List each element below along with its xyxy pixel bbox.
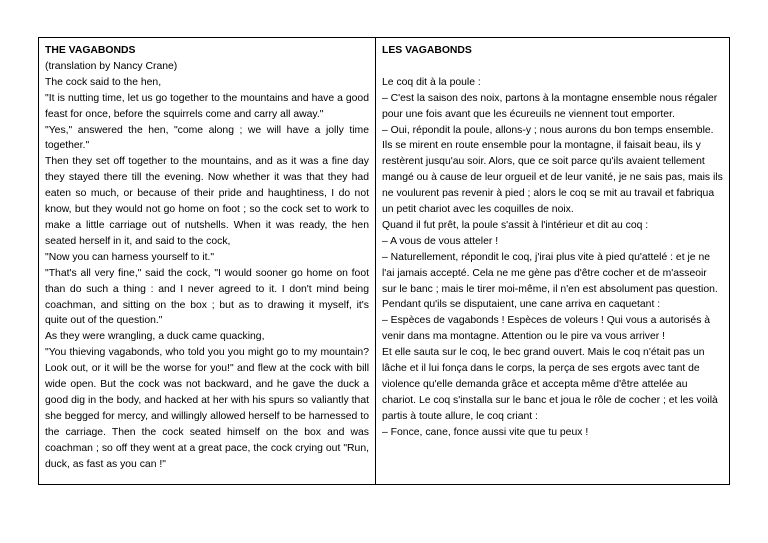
english-subtitle: (translation by Nancy Crane) <box>45 60 178 72</box>
french-paragraph: Ils se mirent en route ensemble pour la montagne, il faisait beau, ils y restèrent jusqu'au soir. Alors, que ce soit parce qu'ils avaient tellement mangé ou à cause de leur orgueil et de leur vanité, je ne sais pas, mais ils ne voulurent pas revenir à pied ; alors le coq se mit au travail et fabriqua un petit chariot avec les coquilles de noix. <box>382 140 723 216</box>
blank-line <box>382 59 723 75</box>
english-paragraph: "That's all very fine," said the cock, "I would sooner go home on foot than do such a thing : and I never agreed to it. I don't mind being coachman, and sitting on the box ; but as to drawing it myself, it's quite out of the question." <box>45 267 369 327</box>
french-paragraph: Et elle sauta sur le coq, le bec grand ouvert. Mais le coq n'était pas un lâche et il lui fonça dans le corps, la perça de ses ergots avec tant de violence qu'elle demanda grâce et accepta même d'être attelée au chariot. Le coq s'installa sur le banc et joua le rôle de cocher ; et les voilà partis à toute allure, le coq criant : <box>382 347 718 422</box>
french-paragraph: – Fonce, cane, fonce aussi vite que tu peux ! <box>382 426 589 438</box>
english-paragraph: "Now you can harness yourself to it." <box>45 251 215 263</box>
english-paragraph: "You thieving vagabonds, who told you you might go to my mountain? Look out, or it will be the worse for you!" and flew at the cock with bill wide open. But the cock was not backward, and he gave the duck a good dig in the body, and hacked at her with his spurs so valiantly that she begged for mercy, and willingly allowed herself to be harnessed to the carriage. Then the cock seated himself on the box and was coachman ; so off they went at a great pace, the cock crying out "Run, duck, as fast as you can !" <box>45 347 369 470</box>
french-paragraph: – Oui, répondit la poule, allons-y ; nous aurons du bon temps ensemble. <box>382 124 714 136</box>
french-paragraph: – Espèces de vagabonds ! Espèces de voleurs ! Qui vous a autorisés à venir dans ma montagne. Attention ou le pire va vous arriver ! <box>382 315 711 343</box>
french-paragraph: Quand il fut prêt, la poule s'assit à l'intérieur et dit au coq : <box>382 219 649 231</box>
english-paragraph: Then they set off together to the mountains, and as it was a fine day they stayed there till the evening. Now whether it was that they had eaten so much, or because of their pride and haughtiness, I do not know, but they would not go home on foot ; so the cock set to work to make a little carriage out of nutshells. When it was ready, the hen seated herself in it, and said to the cock, <box>45 156 369 247</box>
french-paragraph: – A vous de vous atteler ! <box>382 235 499 247</box>
english-paragraph: "Yes," answered the hen, "come along ; we will have a jolly time together." <box>45 124 369 152</box>
bilingual-text-table <box>38 37 730 485</box>
french-column <box>376 38 729 484</box>
english-paragraph: As they were wrangling, a duck came quacking, <box>45 331 265 343</box>
french-paragraph: – C'est la saison des noix, partons à la montagne ensemble nous régaler pour une fois avant que les écureuils ne viennent tout emporter. <box>382 92 718 120</box>
french-title: LES VAGABONDS <box>382 45 472 56</box>
french-paragraph: Le coq dit à la poule : <box>382 76 481 88</box>
english-paragraph: The cock said to the hen, <box>45 76 162 88</box>
english-column <box>39 38 376 484</box>
english-title: THE VAGABONDS <box>45 45 136 56</box>
french-paragraph: – Naturellement, répondit le coq, j'irai plus vite à pied qu'attelé : et je ne l'ai jamais accepté. Cela ne me gène pas d'être cocher et de m'asseoir sur le banc ; mais le tirer moi-même, il n'en est absolument pas question. <box>382 251 718 295</box>
french-paragraph: Pendant qu'ils se disputaient, une cane arriva en caquetant : <box>382 299 661 311</box>
english-paragraph: "It is nutting time, let us go together to the mountains and have a good feast for once, before the squirrels come and carry all away." <box>45 92 369 120</box>
